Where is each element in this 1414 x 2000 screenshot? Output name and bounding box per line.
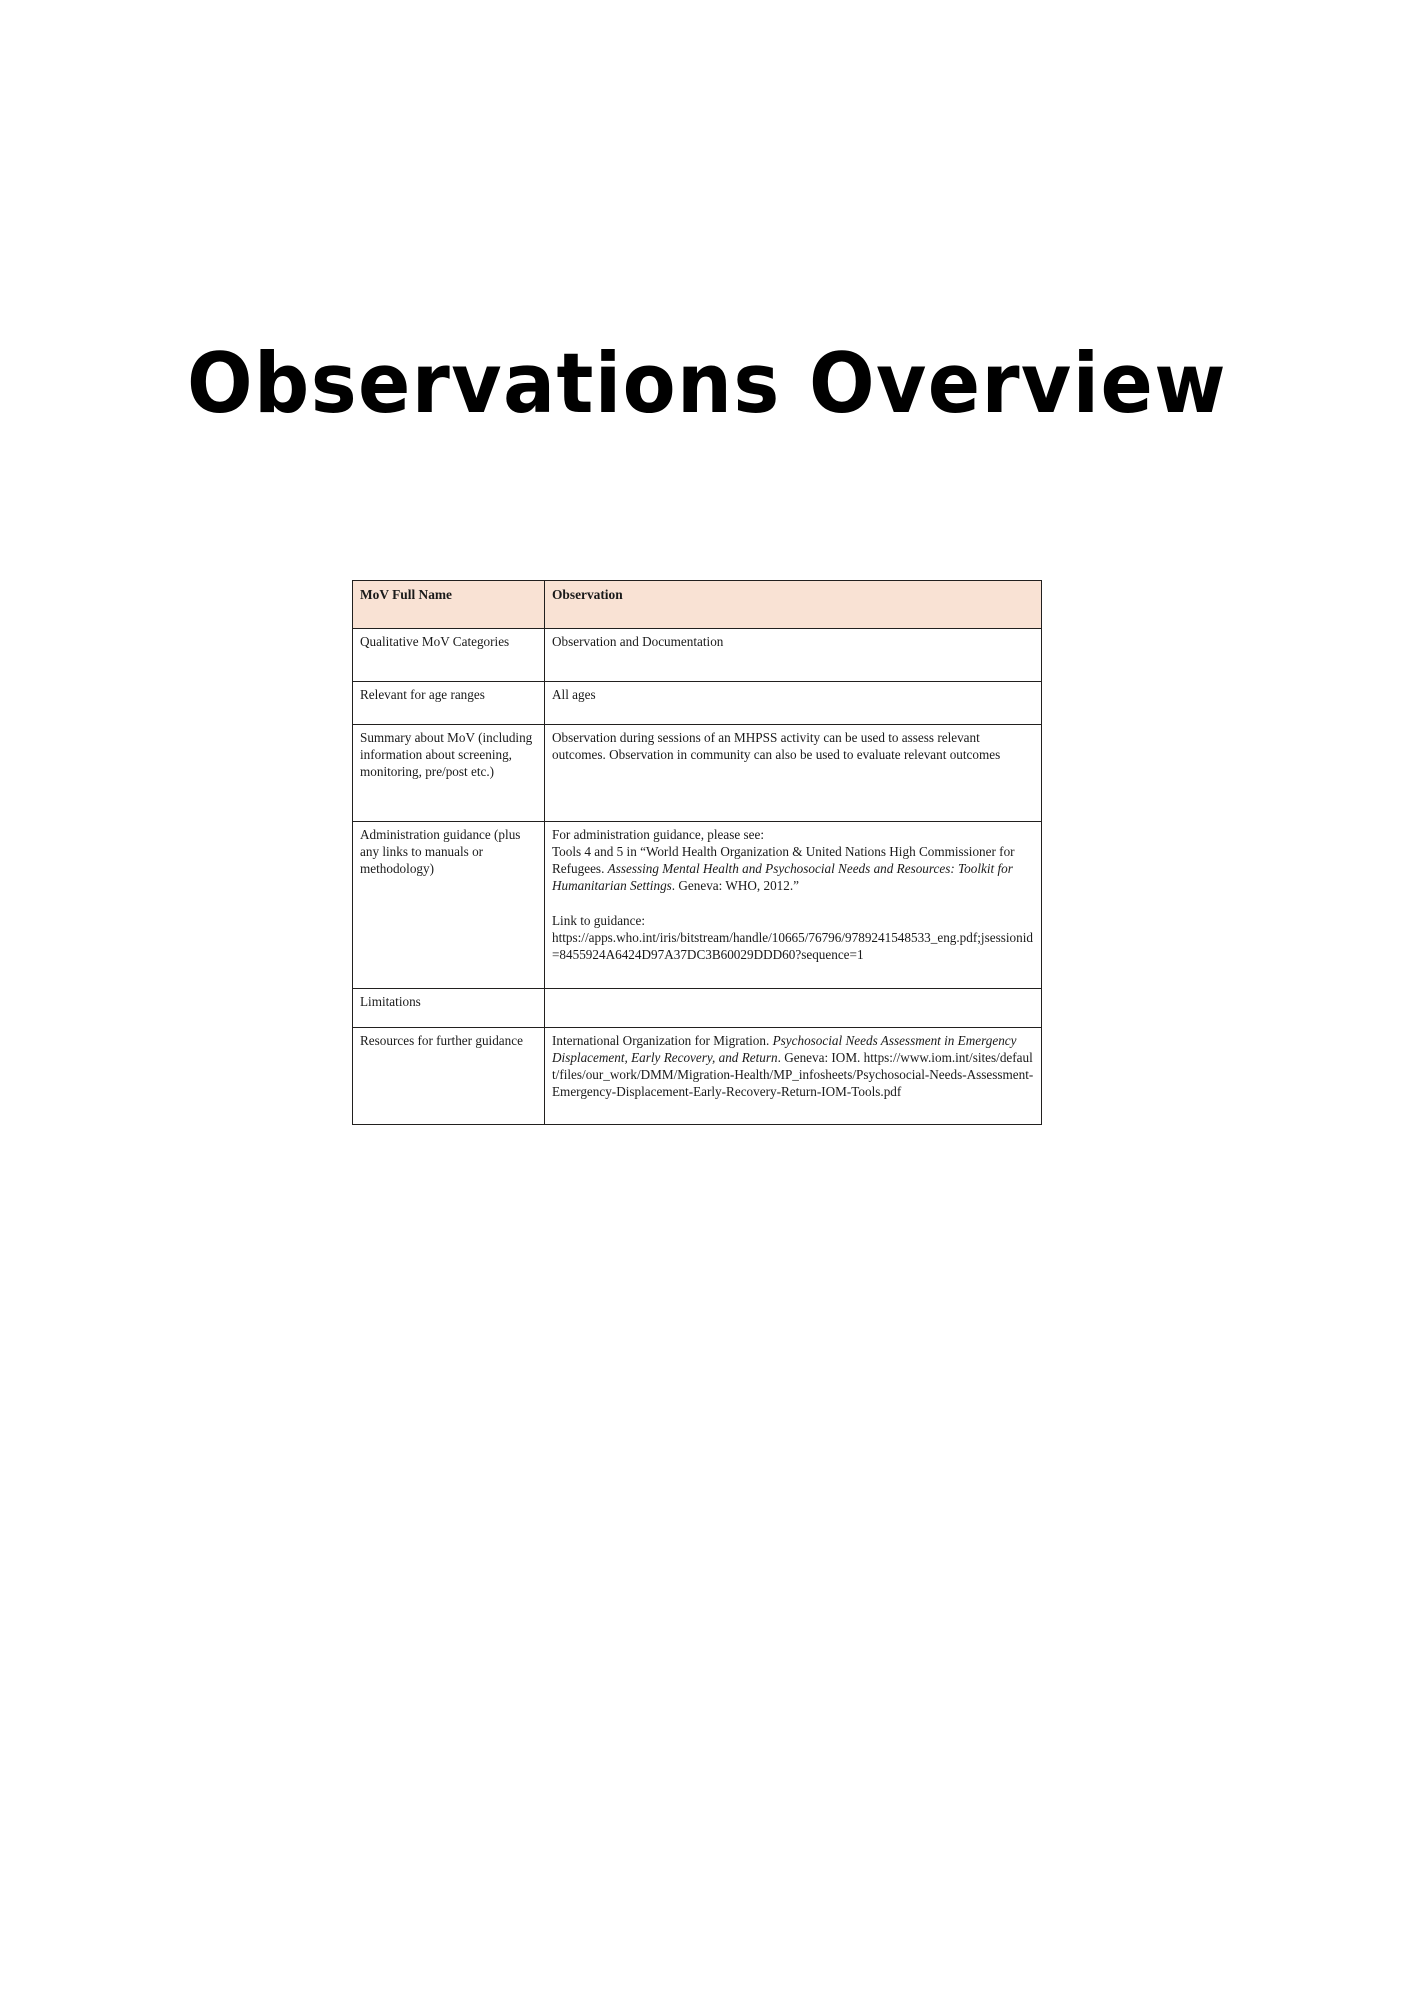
- row-label-relevant-for-age-ranges: Relevant for age ranges: [353, 682, 545, 725]
- who-guidance-url[interactable]: https://apps.who.int/iris/bitstream/handle/10665/76796/9789241548533_eng.pdf;jsessionid=8455924A6424D97A37DC3B60029DDD60?sequence=1: [552, 929, 1033, 963]
- row-value-qualitative-mov-categories: Observation and Documentation: [545, 629, 1042, 682]
- mov-details-table: [352, 580, 1042, 1125]
- resources-citation-lead-text: International Organization for Migration.: [552, 1033, 773, 1048]
- paragraph-spacer: [552, 895, 1035, 912]
- row-label-administration-guidance: Administration guidance (plus any links to manuals or methodology): [353, 822, 545, 989]
- table-body: [353, 629, 1042, 1125]
- row-value-resources-for-further-guidance: [545, 1028, 1042, 1125]
- table-row: [353, 629, 1042, 682]
- row-value-relevant-for-age-ranges: All ages: [545, 682, 1042, 725]
- row-value-summary-about-mov: Observation during sessions of an MHPSS activity can be used to assess relevant outcomes. Observation in community can also be used to evaluate relevant outcomes: [545, 725, 1042, 822]
- table-row: [353, 682, 1042, 725]
- table-row: [353, 822, 1042, 989]
- table-row: [353, 1028, 1042, 1125]
- row-label-summary-about-mov: Summary about MoV (including information about screening, monitoring, pre/post etc.): [353, 725, 545, 822]
- row-label-resources-for-further-guidance: Resources for further guidance: [353, 1028, 545, 1125]
- citation-lead-text: Tools 4 and 5 in “World Health Organization & United Nations High Commissioner for Refugees.: [552, 844, 1015, 877]
- table-header-row: [353, 581, 1042, 629]
- resources-citation-tail-text: . Geneva: IOM.: [777, 1050, 861, 1066]
- table-row: [353, 725, 1042, 822]
- administration-citation: [552, 844, 1015, 893]
- resources-citation-title-italic: Psychosocial Needs Assessment in Emergency Displacement, Early Recovery, and Return: [552, 1033, 1017, 1066]
- mov-table-container: [352, 580, 1041, 1125]
- citation-title-italic: Assessing Mental Health and Psychosocial Needs and Resources: Toolkit for Humanitarian Settings: [552, 861, 1013, 894]
- column-header-observation: Observation: [545, 581, 1042, 629]
- link-to-guidance-label: Link to guidance:: [552, 912, 646, 928]
- iom-resource-url[interactable]: https://www.iom.int/sites/default/files/our_work/DMM/Migration-Health/MP_infosheets/Psychosocial-Needs-Assessment-Emergency-Displacement-Early-Recovery-Return-IOM-Tools.pdf: [552, 1050, 1034, 1100]
- row-value-administration-guidance: [545, 822, 1042, 989]
- row-label-qualitative-mov-categories: Qualitative MoV Categories: [353, 629, 545, 682]
- table-header: [353, 581, 1042, 629]
- table-row: [353, 989, 1042, 1028]
- row-label-limitations: Limitations: [353, 989, 545, 1028]
- page-title: Observations Overview: [187, 334, 1227, 432]
- administration-intro-text: For administration guidance, please see:: [552, 827, 765, 842]
- column-header-mov-full-name: MoV Full Name: [353, 581, 545, 629]
- citation-tail-text: . Geneva: WHO, 2012.”: [671, 878, 799, 894]
- row-value-limitations: [545, 989, 1042, 1028]
